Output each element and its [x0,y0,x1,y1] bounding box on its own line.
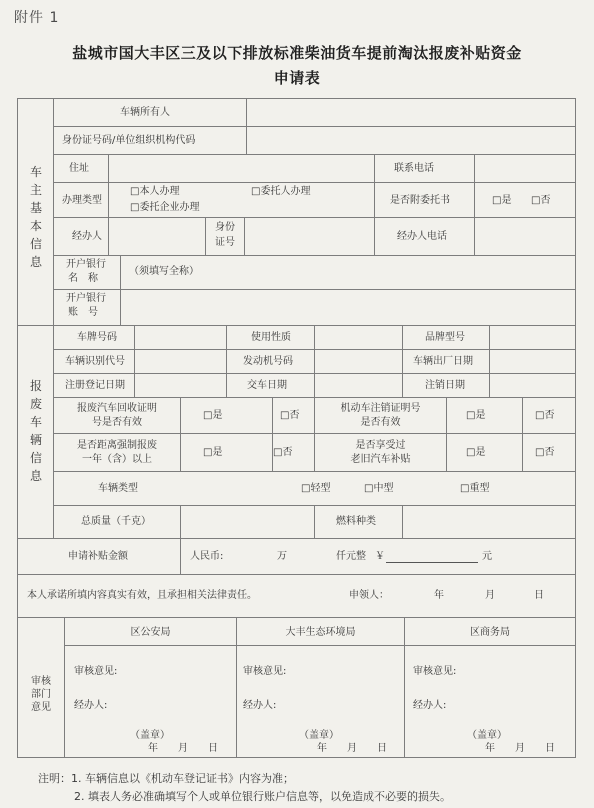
amount-qian-unit: 仟元整 [336,551,366,562]
applicant-label: 申领人： [349,590,389,601]
agent-field[interactable] [109,218,205,255]
col-line [314,505,315,539]
dept3-handler-label: 经办人: [413,700,447,711]
contact-phone-field[interactable] [475,155,575,182]
note-line-2: 2. 填表人务必准确填写个人或单位银行账户信息等，以免造成不必要的损失。 [74,790,451,803]
old-subsidy-yes-checkbox[interactable]: □是 [466,447,486,458]
form-border-right [575,98,576,758]
usage-label: 使用性质 [251,332,291,343]
attach-letter-label: 是否附委托书 [390,195,450,206]
handle-entrust-company-checkbox[interactable]: □委托企业办理 [130,202,200,213]
review-section-label: 审核部门意见 [31,676,51,713]
recycle-cert-label-line1: 报废汽车回收证明 [77,403,157,414]
handle-type-label: 办理类型 [62,195,102,206]
amount-wan-unit: 万 [277,551,287,562]
attach-letter-no-checkbox[interactable]: □否 [531,195,551,206]
dept1-seal: （盖章） [130,730,170,741]
agent-id-label-line2: 证号 [215,237,235,248]
handle-self-checkbox[interactable]: □本人办理 [130,186,180,197]
fuel-type-field[interactable] [403,506,575,538]
owner-name-label: 车辆所有人 [120,107,170,118]
bank-name-label-line2: 名 称 [68,273,98,284]
cancel-cert-no-checkbox[interactable]: □否 [535,410,555,421]
agent-id-label-line1: 身份 [215,222,235,233]
section-divider [17,538,576,539]
form-subtitle: 申请表 [273,69,321,87]
early-scrap-label-line2: 一年（含）以上 [82,454,152,465]
dept2-opinion-label: 审核意见: [243,666,287,677]
recycle-cert-yes-checkbox[interactable]: □是 [203,410,223,421]
row-line [53,255,576,256]
cancel-date-label: 注销日期 [425,380,465,391]
id-number-label: 身份证号码/单位组织机构代码 [62,135,196,146]
recycle-cert-no-checkbox[interactable]: □否 [280,410,300,421]
pledge-text: 本人承诺所填内容真实有效，且承担相关法律责任。 [27,590,257,601]
agent-id-field[interactable] [245,218,374,255]
attachment-label: 附件 1 [14,10,60,26]
bank-name-hint[interactable]: （须填写全称） [129,266,199,277]
vehicle-type-medium-checkbox[interactable]: □中型 [364,483,394,494]
old-subsidy-no-checkbox[interactable]: □否 [535,447,555,458]
address-field[interactable] [109,155,374,182]
row-line [64,645,576,646]
col-line [374,154,375,256]
vehicle-type-label: 车辆类型 [98,483,138,494]
engine-no-label: 发动机号码 [243,356,293,367]
cancel-cert-label-line1: 机动车注销证明号 [340,403,421,414]
col-line [402,325,403,397]
total-mass-label: 总质量（千克） [81,516,151,527]
col-line [489,325,490,397]
col-line [180,397,181,472]
vin-label: 车辆识别代号 [65,356,125,367]
fuel-type-label: 燃料种类 [336,516,376,527]
bank-account-label-line2: 账 号 [68,307,98,318]
col-line [446,397,447,472]
row-line [17,574,576,575]
attach-letter-yes-checkbox[interactable]: □是 [492,195,512,206]
vehicle-section-label: 报废车辆信息 [29,379,42,483]
brand-model-label: 品牌型号 [425,332,465,343]
handle-entrust-person-checkbox[interactable]: □委托人办理 [251,186,311,197]
dept3-date: 年 月 日 [485,743,555,754]
pledge-day: 日 [534,590,544,601]
form-border-bottom [17,757,576,758]
cancel-cert-yes-checkbox[interactable]: □是 [466,410,486,421]
form-title: 盐城市国大丰区三及以下排放标准柴油货车提前淘汰报废补贴资金 [72,44,522,62]
total-mass-field[interactable] [181,506,314,538]
dept-public-security: 区公安局 [130,627,171,638]
cancel-cert-label-line2: 是否有效 [360,417,401,428]
recycle-cert-label-line2: 号是否有效 [92,417,142,428]
col-line [134,325,135,397]
amount-field[interactable] [386,546,478,563]
agent-phone-field[interactable] [475,218,575,255]
bank-account-label-line1: 开户银行 [66,293,106,304]
yen-sign: ￥ [375,551,385,562]
row-line [53,182,576,183]
subsidy-amount-label: 申请补贴金额 [68,551,128,562]
col-line [272,397,273,472]
pledge-month: 月 [485,590,495,601]
dept1-handler-label: 经办人: [74,700,108,711]
manufacture-date-label: 车辆出厂日期 [413,356,473,367]
row-line [17,617,576,618]
address-label: 住址 [69,163,89,174]
dept3-opinion-label: 审核意见: [413,666,457,677]
section-divider [17,325,576,326]
id-number-field[interactable] [247,127,575,154]
pledge-year: 年 [434,590,444,601]
owner-name-field[interactable] [247,99,575,126]
early-scrap-label-line1: 是否距离强制报废 [77,440,157,451]
early-scrap-yes-checkbox[interactable]: □是 [203,447,223,458]
col-line [226,325,227,397]
section-label-divider [53,98,54,538]
register-date-label: 注册登记日期 [65,380,125,391]
dept2-handler-label: 经办人: [243,700,277,711]
dept2-seal: （盖章） [299,730,339,741]
form-border-left [17,98,18,758]
bank-name-label-line1: 开户银行 [66,259,106,270]
old-subsidy-label-line2: 老旧汽车补贴 [350,454,411,465]
early-scrap-no-checkbox[interactable]: □否 [273,447,293,458]
dept1-date: 年 月 日 [148,743,218,754]
agent-label: 经办人 [72,231,102,242]
plate-label: 车牌号码 [77,332,117,343]
agent-phone-label: 经办人电话 [397,231,447,242]
bank-account-field[interactable] [121,290,575,325]
amount-yuan-unit: 元 [482,551,492,562]
owner-section-label: 车主基本信息 [29,165,42,269]
col-line [314,325,315,397]
col-line [522,397,523,472]
currency-label: 人民币: [190,551,224,562]
dept3-seal: （盖章） [467,730,507,741]
dept-commerce: 区商务局 [470,627,510,638]
col-line [180,538,181,575]
dept1-opinion-label: 审核意见: [74,666,118,677]
note-line-1: 注明：1. 车辆信息以《机动车登记证书》内容为准； [38,772,294,785]
old-subsidy-label-line1: 是否享受过 [355,440,406,451]
contact-phone-label: 联系电话 [394,163,434,174]
dept2-date: 年 月 日 [317,743,387,754]
vehicle-type-heavy-checkbox[interactable]: □重型 [460,483,490,494]
handover-date-label: 交车日期 [247,380,287,391]
vehicle-type-light-checkbox[interactable]: □轻型 [301,483,331,494]
dept-environment: 大丰生态环境局 [285,627,356,638]
